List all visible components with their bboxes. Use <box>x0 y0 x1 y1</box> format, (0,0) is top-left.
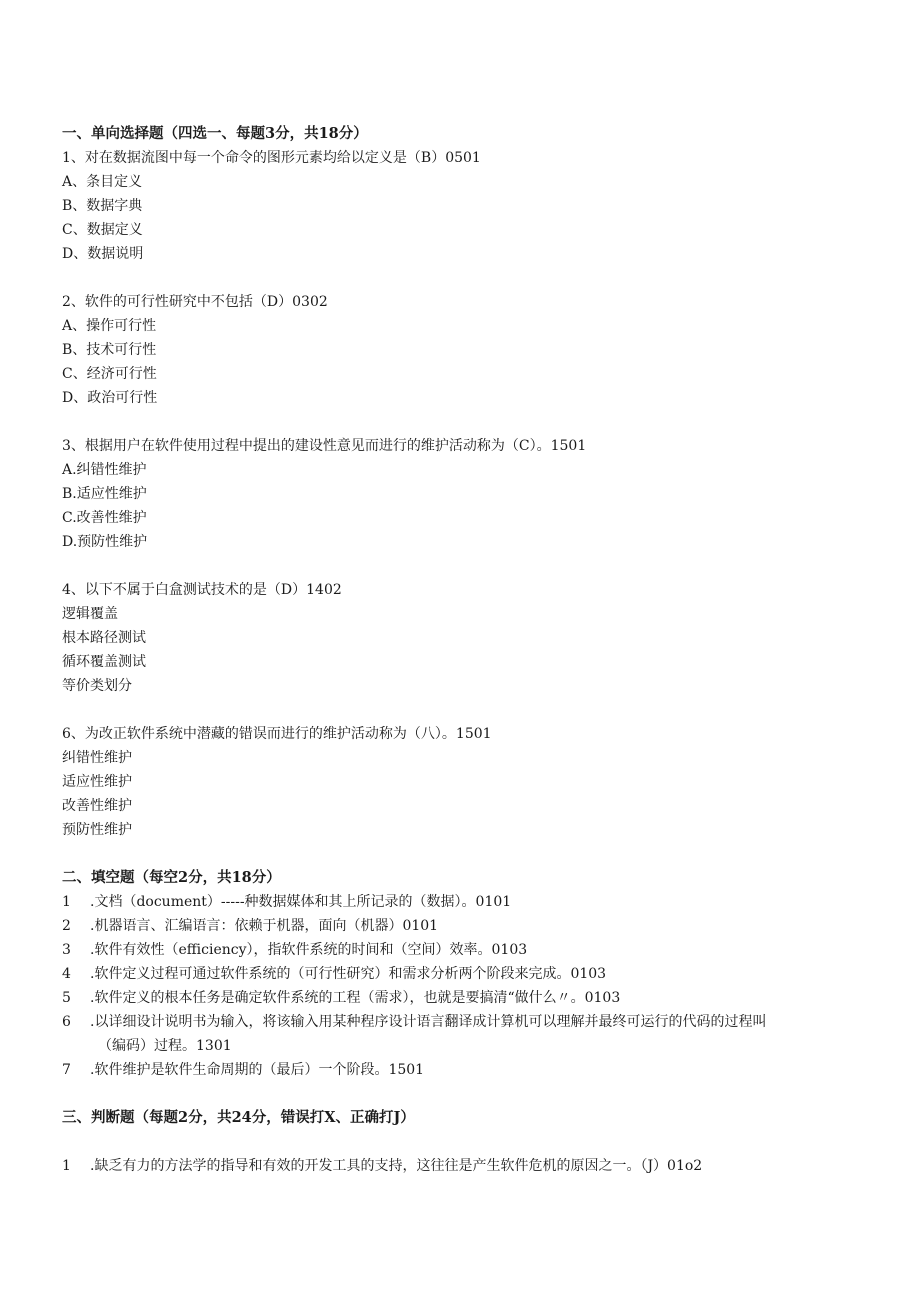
q3-option-a: A.纠错性维护 <box>62 462 147 478</box>
section1-heading: 一、单向选择题（四选一、每题3分，共18分） <box>62 125 368 142</box>
q4-option-4: 等价类划分 <box>62 678 132 694</box>
q6-option-2: 适应性维护 <box>62 774 132 790</box>
section3-heading: 三、判断题（每题2分，共24分，错误打X、正确打J） <box>62 1109 415 1126</box>
item-text: .以详细设计说明书为输入，将该输入用某种程序设计语言翻译成计算机可以理解并最终可运行的代码的过程叫 <box>90 1014 767 1030</box>
fill-item-2 <box>62 914 862 938</box>
q2-option-b: B、技术可行性 <box>62 342 157 358</box>
q3-option-d: D.预防性维护 <box>62 534 148 550</box>
judge-item-1 <box>62 1154 862 1178</box>
q6-option-4: 预防性维护 <box>62 822 132 838</box>
question-4: 4、以下不属于白盒测试技术的是（D）1402 <box>62 582 342 598</box>
q1-option-b: B、数据字典 <box>62 198 143 214</box>
fill-item-6 <box>62 1010 862 1034</box>
item-text: .软件定义过程可通过软件系统的（可行性研究）和需求分析两个阶段来完成。0103 <box>90 966 607 982</box>
fill-item-4 <box>62 962 862 986</box>
fill-item-7 <box>62 1058 862 1082</box>
question-6: 6、为改正软件系统中潜藏的错误而进行的维护活动称为（八）。1501 <box>62 726 492 742</box>
fill-item-3 <box>62 938 862 962</box>
item-number: 1 <box>62 894 71 910</box>
question-3: 3、根据用户在软件使用过程中提出的建设性意见而进行的维护活动称为（C）。1501 <box>62 438 587 454</box>
fill-item-1 <box>62 890 862 914</box>
q2-option-a: A、操作可行性 <box>62 318 157 334</box>
section2-heading: 二、填空题（每空2分，共18分） <box>62 869 281 886</box>
q1-option-a: A、条目定义 <box>62 174 143 190</box>
q6-option-1: 纠错性维护 <box>62 750 132 766</box>
item-text: .缺乏有力的方法学的指导和有效的开发工具的支持，这往往是产生软件危机的原因之一。（J）01o2 <box>90 1158 703 1174</box>
item-text: .软件定义的根本任务是确定软件系统的工程（需求），也就是要搞清“做什么〃。0103 <box>90 990 621 1006</box>
q4-option-1: 逻辑覆盖 <box>62 606 118 622</box>
q3-option-c: C.改善性维护 <box>62 510 147 526</box>
document-page <box>62 122 862 1178</box>
item-text: .文档（document）-----种数据媒体和其上所记录的（数据）。0101 <box>90 894 512 910</box>
item-text: .软件维护是软件生命周期的（最后）一个阶段。1501 <box>90 1062 425 1078</box>
q1-option-d: D、数据说明 <box>62 246 144 262</box>
item-number: 2 <box>62 918 71 934</box>
item-number: 5 <box>62 990 71 1006</box>
q4-option-3: 循环覆盖测试 <box>62 654 146 670</box>
item-number: 3 <box>62 942 71 958</box>
q3-option-b: B.适应性维护 <box>62 486 147 502</box>
item-number: 7 <box>62 1062 71 1078</box>
fill-item-5 <box>62 986 862 1010</box>
item-number: 4 <box>62 966 71 982</box>
q1-option-c: C、数据定义 <box>62 222 143 238</box>
fill-item-6-continuation: （编码）过程。1301 <box>98 1038 232 1054</box>
q4-option-2: 根本路径测试 <box>62 630 146 646</box>
question-1: 1、对在数据流图中每一个命令的图形元素均给以定义是（B）0501 <box>62 150 481 166</box>
q2-option-d: D、政治可行性 <box>62 390 158 406</box>
q6-option-3: 改善性维护 <box>62 798 132 814</box>
question-2: 2、软件的可行性研究中不包括（D）0302 <box>62 294 328 310</box>
item-number: 1 <box>62 1158 71 1174</box>
item-number: 6 <box>62 1014 71 1030</box>
q2-option-c: C、经济可行性 <box>62 366 157 382</box>
item-text: .软件有效性（efficiency），指软件系统的时间和（空间）效率。0103 <box>90 942 528 958</box>
item-text: .机器语言、汇编语言：依赖于机器，面向（机器）0101 <box>90 918 439 934</box>
